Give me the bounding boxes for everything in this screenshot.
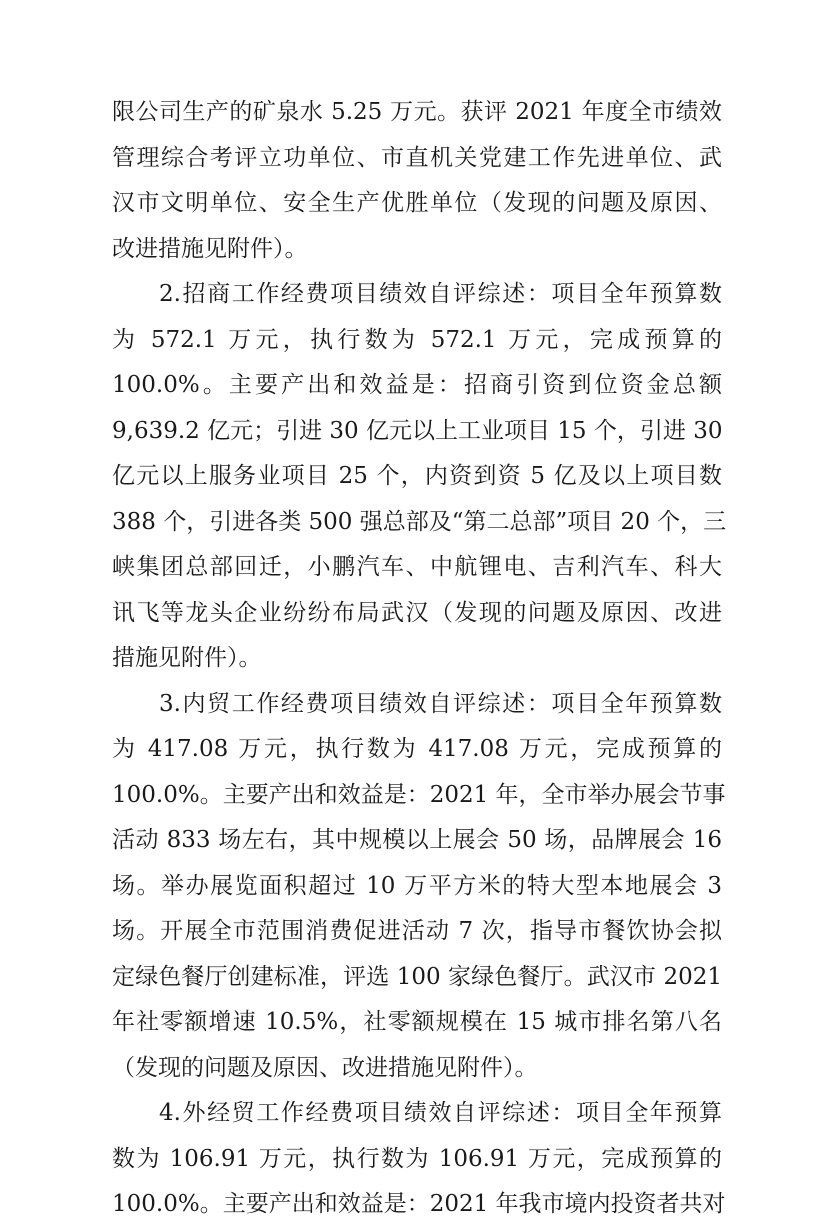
paragraph-line: 汉市文明单位、安全生产优胜单位（发现的问题及原因、	[112, 190, 722, 216]
paragraph-line: 年社零额增速 10.5%，社零额规模在 15 城市排名第八名	[112, 1009, 722, 1035]
paragraph-line: 100.0%。主要产出和效益是：2021 年，全市举办展会节事	[112, 781, 726, 808]
document-body	[112, 90, 727, 1228]
paragraph-line: 管理综合考评立功单位、市直机关党建工作先进单位、武	[112, 144, 722, 171]
paragraph-line: 限公司生产的矿泉水 5.25 万元。获评 2021 年度全市绩效	[112, 99, 722, 125]
paragraph-first-line: 3.内贸工作经费项目绩效自评综述：项目全年预算数	[159, 690, 722, 717]
paragraph-line: 数为 106.91 万元，执行数为 106.91 万元，完成预算的	[112, 1145, 722, 1172]
paragraph-line: 为 572.1 万元，执行数为 572.1 万元，完成预算的	[112, 326, 722, 353]
paragraph-line: 100.0%。主要产出和效益是：招商引资到位资金总额	[112, 372, 722, 398]
paragraph-line: 场。开展全市范围消费促进活动 7 次，指导市餐饮协会拟	[112, 918, 722, 944]
paragraph-line: 亿元以上服务业项目 25 个，内资到资 5 亿及以上项目数	[112, 463, 722, 489]
paragraph-line: 9,639.2 亿元；引进 30 亿元以上工业项目 15 个，引进 30	[112, 417, 723, 444]
paragraph-line: 388 个，引进各类 500 强总部及“第二总部”项目 20 个，三	[112, 508, 727, 535]
paragraph-line: 场。举办展览面积超过 10 万平方米的特大型本地展会 3	[112, 872, 722, 899]
paragraph-first-line: 4.外经贸工作经费项目绩效自评综述：项目全年预算	[159, 1100, 722, 1126]
paragraph-line: 定绿色餐厅创建标准，评选 100 家绿色餐厅。武汉市 2021	[112, 963, 722, 990]
paragraph-line: 活动 833 场左右，其中规模以上展会 50 场，品牌展会 16	[112, 827, 722, 853]
paragraph-line: 100.0%。主要产出和效益是：2021 年我市境内投资者共对	[112, 1191, 726, 1217]
paragraph-first-line: 2.招商工作经费项目绩效自评综述：项目全年预算数	[159, 281, 722, 307]
paragraph-line: 改进措施见附件）。	[112, 235, 308, 262]
paragraph-line: 讯飞等龙头企业纷纷布局武汉（发现的问题及原因、改进	[112, 599, 722, 626]
paragraph-line: 措施见附件）。	[112, 645, 262, 671]
paragraph-line: 为 417.08 万元，执行数为 417.08 万元，完成预算的	[112, 736, 722, 762]
paragraph-line: 峡集团总部回迁，小鹏汽车、中航锂电、吉利汽车、科大	[112, 554, 722, 580]
paragraph-line: （发现的问题及原因、改进措施见附件）。	[112, 1054, 538, 1081]
